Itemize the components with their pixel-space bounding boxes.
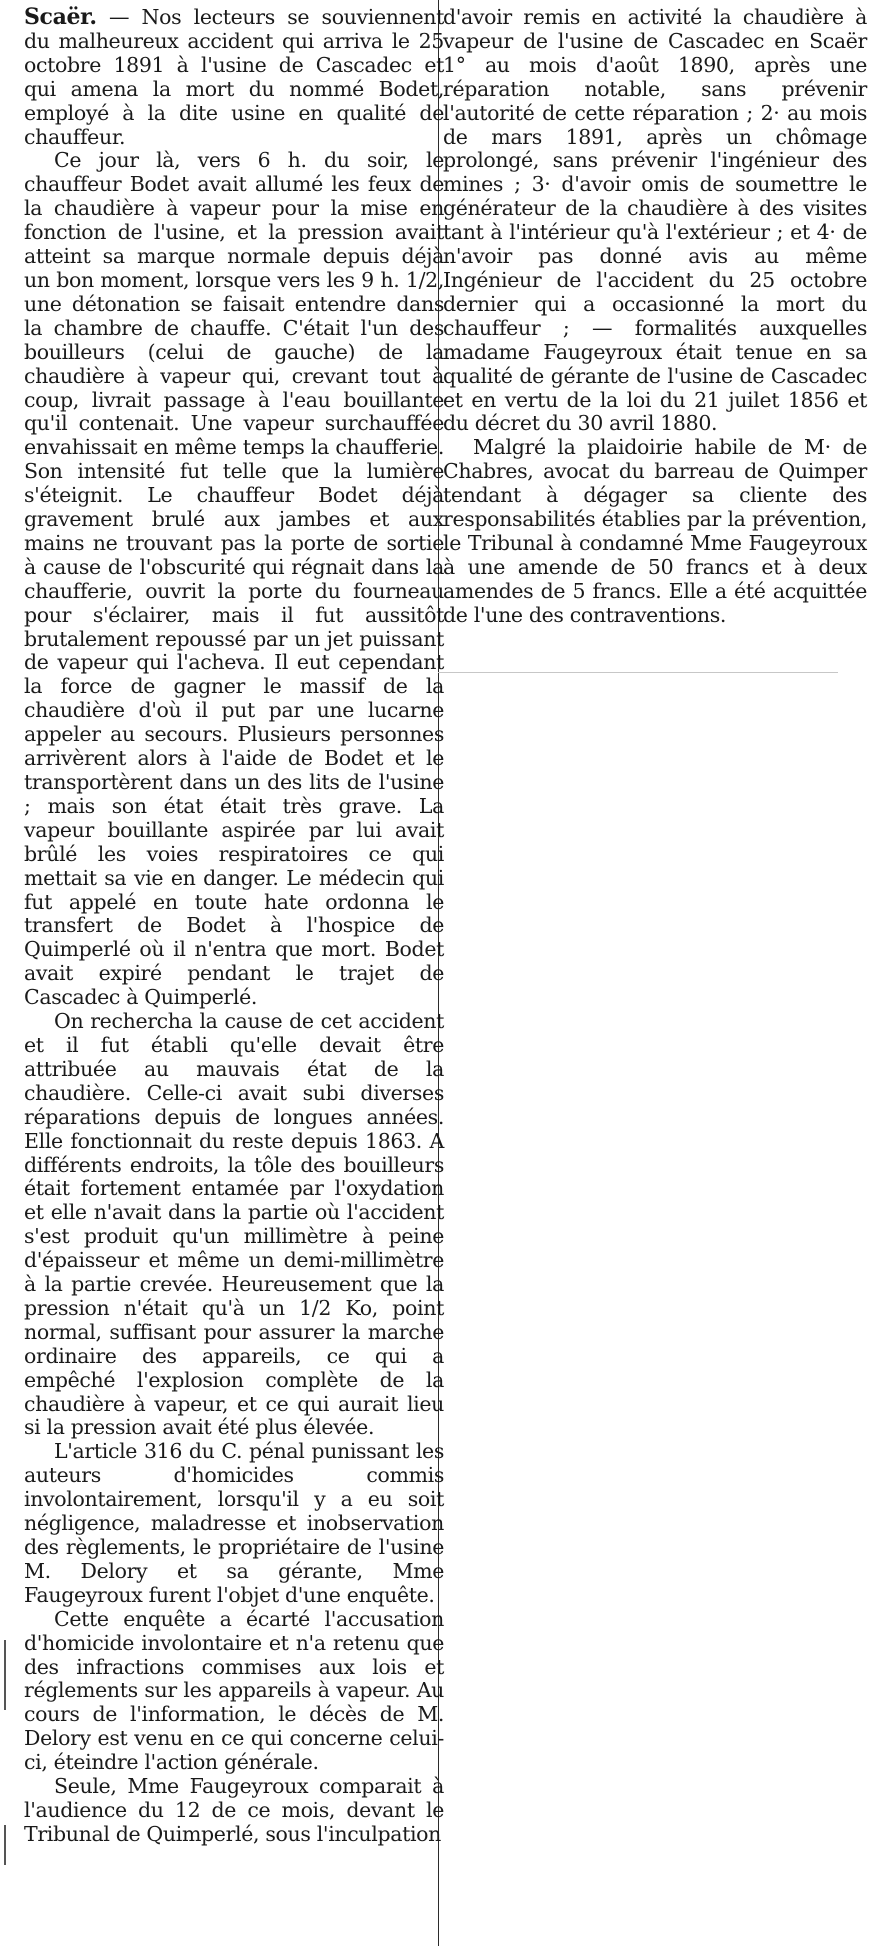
left-column [24,6,444,1847]
article-paragraph: Cette enquête a écarté l'accusation d'homicide involontaire et n'a retenu que des infractions commises aux lois et réglements sur les appareils à vapeur. Au cours de l'information, le décès de M. Delory est venu en ce qui concerne celui-ci, éteindre l'action générale. [24,1606,444,1775]
article-paragraph: On recherchа la cause de cet accident et il fut établi qu'elle devait être attribuée au mauvais état de la chaudière. Celle-ci avait subi diverses réparations depuis de longues années. Elle fonctionnait du reste depuis 1863. A différents endroits, la tôle des bouilleurs était fortement entamée par l'oxydation et elle n'avait dans la partie où l'accident s'est produit qu'un millimètre à peine d'épaisseur et même un demi-millimètre à la partie crevée. Heureusement que la pression n'était qu'à un 1/2 Ko, point normal, suffisant pour assurer la marche ordinaire des appareils, ce qui a empêché l'explosion complète de la chaudière à vapeur, et ce qui aurait lieu si la pression avait été plus élevée. [24,1009,444,1440]
article-paragraph [24,6,444,149]
article-paragraph: d'avoir remis en activité la chaudière à vapeur de l'usine de Cascadec en Scaër 1° au mois d'août 1890, après une réparation notable, sans prévenir l'autorité de cette réparation ; 2· au mois de mars 1891, après un chômage prolongé, sans prévenir l'ingénieur des mines ; 3· d'avoir omis de soumettre le générateur de la chaudière à des visites tant à l'intérieur qu'à l'extérieur ; et 4· de n'avoir pas donné avis au même Ingénieur de l'accident du 25 octobre dernier qui a occasionné la mort du chauffeur ; — formalités auxquelles madame Faugeyroux était tenue en sa qualité de gérante de l'usine de Cascadec et en vertu de la loi du 21 juilet 1856 et du décret du 30 avril 1880. [443,5,867,436]
article-paragraph: L'article 316 du C. pénal punissant les auteurs d'homicides commis involontairement, lorsqu'il y a eu soit négligence, maladresse et inobservation des règlements, le propriétaire de l'usine M. Delory et sa gérante, Mme Faugeyroux furent l'objet d'une enquête. [24,1439,444,1607]
margin-mark [4,1825,6,1865]
article-paragraph: Ce jour là, vers 6 h. du soir, le chauffeur Bodet avait allumé les feux de la chaudière à vapeur pour la mise en fonction de l'usine, et la pression avait atteint sa marque normale depuis déjà un bon moment, lorsque vers les 9 h. 1/2, une détonation se faisait entendre dans la chambre de chauffe. C'était l'un des bouilleurs (celui de gauche) de la chaudière à vapeur qui, crevant tout à coup, livrait passage à l'eau bouillante qu'il contenait. Une vapeur surchauffée envahissait en même temps la chaufferie. Son intensité fut telle que la lumière s'éteignit. Le chauffeur Bodet déjà gravement brulé aux jambes et aux mains ne trouvant pas la porte de sortie à cause de l'obscurité qui régnait dans la chaufferie, ouvrit la porte du fourneau pour s'éclairer, mais il fut aussitôt brutalement repoussé par un jet puissant de vapeur qui l'acheva. Il eut cependant la force de gagner le massif de la chaudière d'où il put par une lucarne appeler au secours. Plusieurs personnes arrivèrent alors à l'aide de Bodet et le transportèrent dans un des lits de l'usine ; mais son état était très grave. La vapeur bouillante aspirée par lui avait brûlé les voies respiratoires ce qui mettait sa vie en danger. Le médecin qui fut appelé en toute hate ordonna le transfert de Bodet à l'hospice de Quimperlé où il n'entra que mort. Bodet avait expiré pendant le trajet de Cascadec à Quimperlé. [24,148,444,1010]
margin-mark [4,1640,6,1710]
article-paragraph: Seule, Mme Faugeyroux comparait à l'audience du 12 de ce mois, devant le Tribunal de Quimperlé, sous l'inculpation [24,1774,444,1846]
article-paragraph: Malgré la plaidoirie habile de M· de Chabres, avocat du barreau de Quimper tendant à dégager sa cliente des responsabilités établies par la prévention, le Tribunal à condamné Mme Faugeyroux à une amende de 50 francs et à deux amendes de 5 francs. Elle a été acquittée de l'une des contraventions. [443,435,867,627]
article-kicker: Scaër. [24,4,97,30]
right-column [443,6,867,628]
paragraph-text: — Nos lecteurs se souviennent du malheureux accident qui arriva le 25 octobre 1891 à l'usine de Cascadec et qui amena la mort du nommé Bodet, employé à la dite usine en qualité de chauffeur. [24,5,444,149]
article-end-rule [438,672,838,673]
